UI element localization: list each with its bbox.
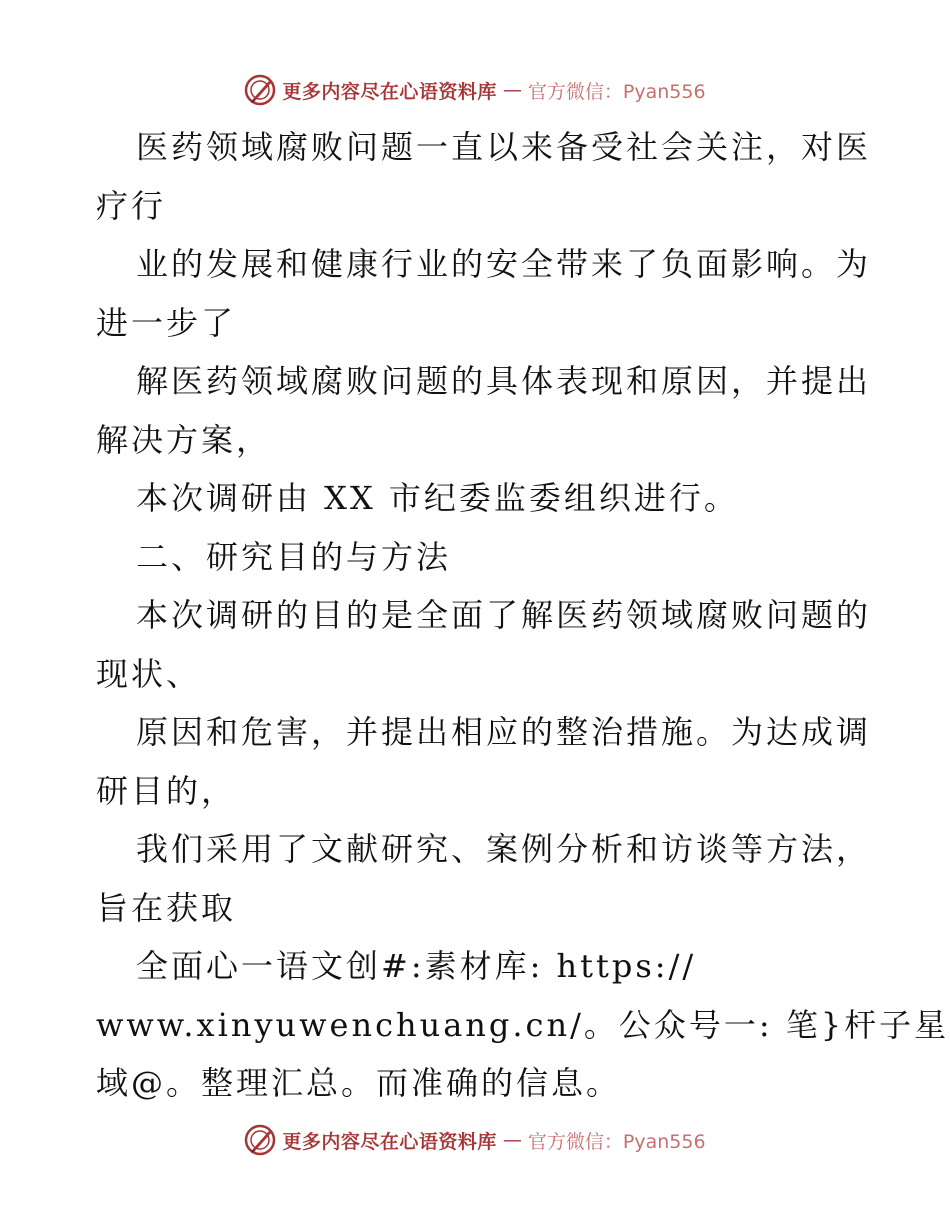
pen-logo-icon [244,74,276,106]
header-slogan: 更多内容尽在心语资料库 [282,80,497,103]
paragraph-line: 疗行 [96,186,167,225]
header-wechat: 官方微信：Pyan556 [527,80,706,103]
paragraph-line: 本次调研的目的是全面了解医药领域腐败问题的 [136,596,872,634]
footer-dash: — [502,1129,522,1151]
paragraph-line: www.xinyuwenchuang.cn/。公众号一: 笔}杆子星 [96,1005,950,1044]
paragraph-line: 本次调研由 XX 市纪委监委组织进行。 [136,479,739,517]
paragraph-line: 解决方案， [96,420,272,459]
footer-slogan: 更多内容尽在心语资料库 [282,1130,497,1153]
header-dash: — [502,79,522,101]
pen-logo-icon [244,1124,276,1156]
paragraph-line: 进一步了 [96,303,237,342]
paragraph-line: 我们采用了文献研究、案例分析和访谈等方法， [136,830,872,868]
paragraph-line: 域@。整理汇总。而准确的信息。 [96,1064,622,1102]
document-body [96,118,950,1113]
paragraph-line: 解医药领域腐败问题的具体表现和原因，并提出 [136,362,872,400]
paragraph-line: 研目的， [96,771,237,810]
paragraph-line: 医药领域腐败问题一直以来备受社会关注，对医 [136,128,872,166]
header-banner [0,70,950,110]
paragraph-line: 全面心一语文创#:素材库: https:// [136,947,697,985]
footer-banner [0,1120,950,1160]
footer-wechat: 官方微信：Pyan556 [527,1130,706,1153]
paragraph-line: 现状、 [96,654,202,693]
paragraph-line: 旨在获取 [96,888,237,927]
paragraph-line: 原因和危害，并提出相应的整治措施。为达成调 [136,713,872,751]
paragraph-line: 业的发展和健康行业的安全带来了负面影响。为 [136,245,872,283]
section-heading: 二、研究目的与方法 [136,537,452,576]
